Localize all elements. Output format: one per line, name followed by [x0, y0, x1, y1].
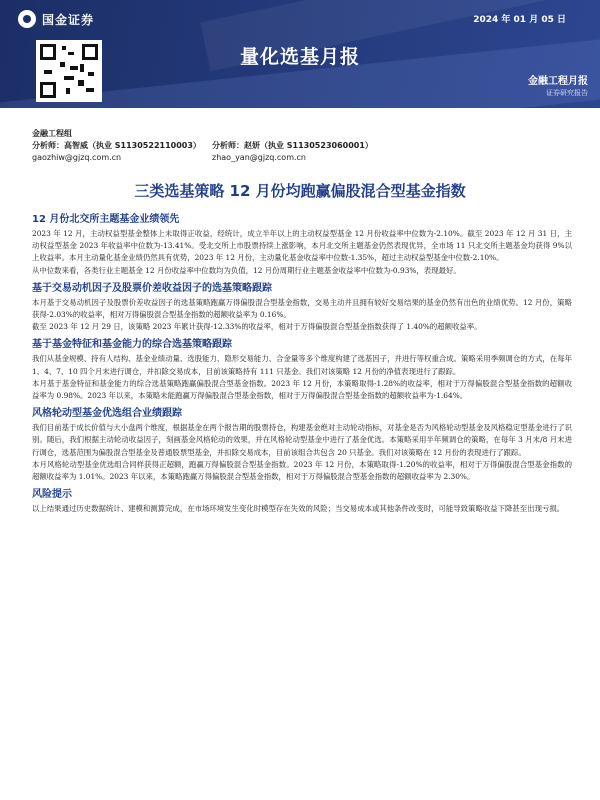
author-block: [32, 128, 373, 164]
paragraph: 截至 2023 年 12 月 29 日，该策略 2023 年累计获得-12.33%的收益率，相对于万得偏股混合型基金指数获得了 1.40%的超额收益率。: [32, 322, 482, 332]
paragraph: 从中位数来看，各类行业主题基金 12 月份收益率中位数均为负值，12 月份周期行业主题基金收益率中位数为-0.93%，表现最好。: [32, 265, 461, 275]
paragraph: 本月风格轮动型基金优选组合同样获得正超额，跑赢万得偏股混合型基金指数。2023 年 12 月份，本策略取得-1.20%的收益率，相对于万得偏股混合型基金指数的超额收益率为 1.01%。2023 年以来，本策略跑赢万得偏股混合型基金指数，相对于万得偏股混合型基金指数的超额收益率为 2.30%。: [32, 459, 572, 482]
analyst-1-email[interactable]: gaozhiw@gjzq.com.cn: [32, 153, 122, 162]
section-composite-strategy: [32, 338, 572, 402]
logo-icon: [18, 10, 36, 28]
logo-text: 国金证券: [42, 12, 95, 27]
analyst-2-email[interactable]: zhao_yan@gjzq.com.cn: [212, 153, 306, 162]
company-logo: [18, 10, 94, 28]
team-name: 金融工程组: [32, 129, 72, 138]
section-heading: 风格轮动型基金优选组合业绩跟踪: [32, 408, 182, 420]
paragraph: 以上结果通过历史数据统计、建模和测算完成，在市场环境发生变化时模型存在失效的风险；当交易成本或其他条件改变时，可能导致策略收益下降甚至出现亏损。: [32, 504, 565, 514]
section-heading: 基于基金特征和基金能力的综合选基策略跟踪: [32, 339, 232, 351]
report-department: 金融工程月报: [528, 76, 588, 87]
report-title: 量化选基月报: [239, 46, 360, 68]
section-risk-warning: [32, 488, 572, 515]
section-heading: 风险提示: [32, 489, 72, 501]
document-title: 三类选基策略 12 月份均跑赢偏股混合型基金指数: [134, 182, 466, 200]
report-banner: [0, 0, 600, 108]
section-heading: 12 月份北交所主题基金业绩领先: [32, 214, 180, 225]
analyst-2: 分析师：赵妍（执业 S1130523060001）: [212, 141, 373, 150]
paragraph: 2023 年 12 月，主动权益型基金整体上未取得正收益，经统计，成立半年以上的主动权益型基金 12 月份收益率中位数为-2.10%。截至 2023 年 12 月 31 日，主动权益型基金 2023 年收益率中位数为-13.41%。受北交所上市股票持续上涨影响，本月北交所主题基金仍然表现优异，全市场 11 只北交所主题基金均获得 9%以上收益率。本月主动量化基金业绩仍然具有优势，2023 年 12 月份，主动量化基金收益率中位数-1.35%，超过主动权益型基金中位数-2.10%。: [32, 229, 572, 263]
paragraph: 我们目前基于成长价值与大小盘两个维度，根据基金在两个报告期的股票持仓，构建基金绝对主动轮动指标，对基金是否为风格轮动型基金及风格稳定型基金进行了识别。随后，我们根据主动轮动收益因子，刻画基金风格轮动的效果，并在风格轮动型基金中进行了基金优选。本策略采用半年频调仓的策略，在每年 3 月末/8 月末进行调仓，选基范围为偏股混合型基金及普通股票型基金，并扣除交易成本，目前该组合共包含 20 只基金。我们对该策略在 12 月份的表现进行了跟踪。: [32, 423, 572, 457]
report-type: 证券研究报告: [546, 89, 588, 97]
section-heading: 基于交易动机因子及股票价差收益因子的选基策略跟踪: [32, 282, 272, 294]
report-date: 2024 年 01 月 05 日: [473, 15, 566, 25]
paragraph: 本月基于交易动机因子及股票价差收益因子的选基策略跑赢万得偏股混合型基金指数，交易主动并且拥有较好交易结果的基金仍然有出色的业绩优势。12 月份，策略获得-2.03%的收益率，相对万得偏股混合型基金指数的超额收益率为 0.16%。: [32, 297, 572, 320]
section-beijiaosuo: [32, 213, 572, 277]
paragraph: 本月基于基金特征和基金能力的综合选基策略跑赢偏股混合型基金指数。2023 年 12 月份，本策略取得-1.28%的收益率，相对于万得偏股混合型基金指数的超额收益率为 0.98%。2023 年以来，本策略未能跑赢万得偏股混合型基金指数，相对于万得偏股混合型基金指数的超额收益率为-1.64%。: [32, 378, 572, 401]
report-body: [32, 208, 572, 515]
paragraph: 我们从基金规模、持有人结构、基金业绩动量、选股能力、隐形交易能力、合金量等多个维度构建了选基因子，并进行等权重合成。策略采用季频调仓的方式，在每年 1、4、7、10 四个月末进行调仓，并扣除交易成本，目前该策略持有 111 只基金。我们对该策略 12 月份的净值表现进行了跟踪。: [32, 354, 572, 376]
analyst-1: 分析师：高智威（执业 S1130522110003）: [32, 141, 201, 150]
section-trading-motive: [32, 282, 572, 334]
section-style-rotation: [32, 407, 572, 483]
